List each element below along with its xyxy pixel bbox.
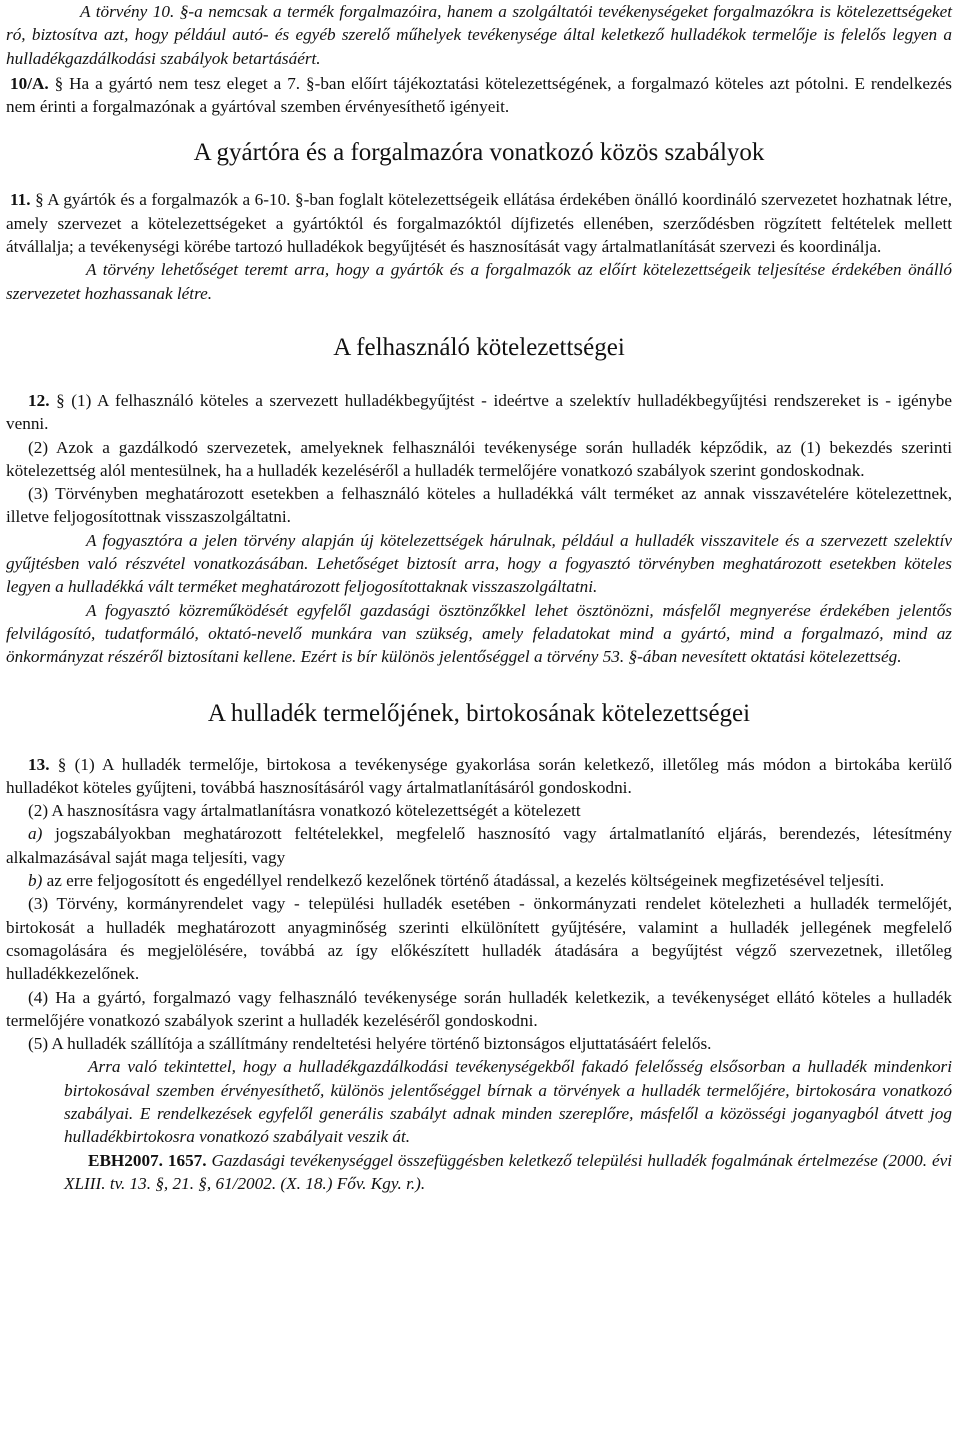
section-number: 10/A. <box>10 73 49 93</box>
section-13-paragraph-2: (2) A hasznosításra vagy ártalmatlanításra vonatkozó kötelezettségét a kötelezett <box>28 801 581 821</box>
section-text: § (1) A felhasználó köteles a szervezett hulladékbegyűjtést - ideértve a szelektív hulladékbegyűjtési rendszereket is - igénybe venni. <box>6 390 953 434</box>
commentary-section-13: Arra való tekintettel, hogy a hulladékgazdálkodási tevékenységekből fakadó felelősség elsősorban a hulladék mindenkori birtokosával szemben érvényesíthető, különös jelentőséggel bírnak a törvények a hulladék termelőjére, birtokosára vonatkozó szabályai. E rendelkezések egyfelől generális szabályt adnak minden szereplőre, másfelől a közösségi joganyagból átvett jog hulladékbirtokosra vonatkozó szabályait veszik át. <box>64 1057 952 1147</box>
commentary-section-10: A törvény 10. §-a nemcsak a termék forgalmazóira, hanem a szolgáltatói tevékenységeket forgalmazókra is kötelezettségeket ró, biztosítva azt, hogy például autó- és egyéb szerelő műhelyek tevékenysége által keletkező hulladékok termelője is felelős legyen a hulladékgazdálkodási szabályok betartásáért. <box>6 2 952 68</box>
heading-common-rules: A gyártóra és a forgalmazóra vonatkozó közös szabályok <box>193 139 765 167</box>
heading-user-obligations: A felhasználó kötelezettségei <box>333 333 625 361</box>
point-text: az erre feljogosított és engedéllyel rendelkező kezelőnek történő átadással, a kezelés költségeinek megfizetésével teljesíti. <box>42 871 885 891</box>
section-text: § (1) A hulladék termelője, birtokosa a tevékenysége gyakorlása során keletkező, illetőleg más módon a birtokába kerülő hulladékot köteles gyűjteni, továbbá hasznosításáról vagy ártalmatlanításáról gondoskodni. <box>6 754 953 797</box>
decision-number: EBH2007. 1657. <box>88 1150 207 1170</box>
section-12-paragraph-2: (2) Azok a gazdálkodó szervezetek, amelyeknek felhasználói tevékenysége során hulladék képződik, az (1) bekezdés szerinti kötelezettség alól mentesülnek, ha a hulladék kezeléséről a hulladék termelőjére vonatkozó szabályok szerint gondoskodnak. <box>6 437 952 480</box>
section-13-paragraph-1 <box>6 753 952 800</box>
section-13-paragraph-5: (5) A hulladék szállítója a szállítmány rendeltetési helyére történő biztonságos eljuttatásáért felelős. <box>28 1034 712 1054</box>
section-text: § Ha a gyártó nem tesz eleget a 7. §-ban előírt tájékoztatási kötelezettségének, a forgalmazó köteles azt pótolni. E rendelkezés nem érinti a forgalmazónak a gyártóval szemben érvényesíthető igényeit. <box>6 73 952 117</box>
court-decision-reference <box>6 1149 952 1196</box>
point-label: a) <box>28 824 43 844</box>
section-13-point-b <box>6 869 952 892</box>
section-text: § A gyártók és a forgalmazók a 6-10. §-ban foglalt kötelezettségeik ellátása érdekében önálló koordináló szervezetet hozhatnak létre, amely szervezet a kötelezettségeket a gyártóktól és forgalmazóktól díjfizetés ellenében, szerződésben rögzített feltételek mellett átvállalja; a tevékenységi körébe tartozó hulladékok begyűjtését és hasznosítását vagy ártalmatlanítását szervezi és koordinálja. <box>6 190 953 257</box>
section-number: 12. <box>28 390 50 410</box>
commentary-section-12-b: A fogyasztó közreműködését egyfelől gazdasági ösztönzőkkel lehet ösztönözni, másfelől megnyerése érdekében jelentős felvilágosító, tudatformáló, oktató-nevelő munkára van szükség, amely feladatokat mind a gyártó, mind a forgalmazó, mind az önkormányzat részéről biztosítani kellene. Ezért is bír különös jelentőséggel a törvény 53. §-ában nevesített oktatási kötelezettség. <box>6 600 952 667</box>
decision-text: Gazdasági tevékenységgel összefüggésben keletkező települési hulladék fogalmának értelmezése (2000. évi XLIII. tv. 13. §, 21. §, 61/2002. (X. 18.) Főv. Kgy. r.). <box>64 1150 953 1193</box>
heading-producer-obligations: A hulladék termelőjének, birtokosának kötelezettségei <box>207 699 751 727</box>
section-13-paragraph-4: (4) Ha a gyártó, forgalmazó vagy felhasználó tevékenysége során hulladék keletkezik, a tevékenységet ellátó köteles a hulladék termelőjére vonatkozó szabályok szerint a hulladék kezeléséről gondoskodni. <box>6 987 952 1030</box>
section-13-paragraph-3: (3) Törvény, kormányrendelet vagy - települési hulladék esetében - önkormányzati rendelet kötelezheti a hulladék termelőjét, birtokosát a hulladék meghatározott anyagminőség szerinti elkülönített gyűjtésére, valamint a hulladék jellegének megfelelő csomagolására és megjelölésére, továbbá az így előkészített hulladék átadására a begyűjtést végző szervezetnek, illetőleg hulladékkezelőnek. <box>6 894 952 984</box>
point-label: b) <box>28 871 43 891</box>
point-text: jogszabályokban meghatározott feltételekkel, megfelelő hasznosító vagy ártalmatlanító eljárás, berendezés, létesítmény alkalmazásával saját maga teljesíti, vagy <box>6 824 952 867</box>
section-11 <box>6 188 952 258</box>
commentary-section-11: A törvény lehetőséget teremt arra, hogy a gyártók és a forgalmazók az előírt kötelezettségeik teljesítése érdekében önálló szervezetet hozhassanak létre. <box>6 260 952 303</box>
section-number: 11. <box>10 190 31 210</box>
section-10a <box>6 72 952 119</box>
section-12-paragraph-3: (3) Törvényben meghatározott esetekben a felhasználó köteles a hulladékká vált terméket az annak visszavételére kötelezettnek, illetve feljogosítottnak visszaszolgáltatni. <box>6 484 952 527</box>
section-number: 13. <box>28 754 50 774</box>
section-13-point-a <box>6 822 952 869</box>
commentary-section-12-a: A fogyasztóra a jelen törvény alapján új kötelezettségek hárulnak, például a hulladék visszavitele és a szervezett szelektív gyűjtésben való részvétel vonatkozásában. Lehetőséget biztosít arra, hogy a fogyasztó törvényben meghatározott esetekben köteles legyen a hulladékká vált terméket meghatározott feljogosítottaknak visszaszolgáltatni. <box>6 530 952 597</box>
section-12-paragraph-1 <box>6 389 952 436</box>
